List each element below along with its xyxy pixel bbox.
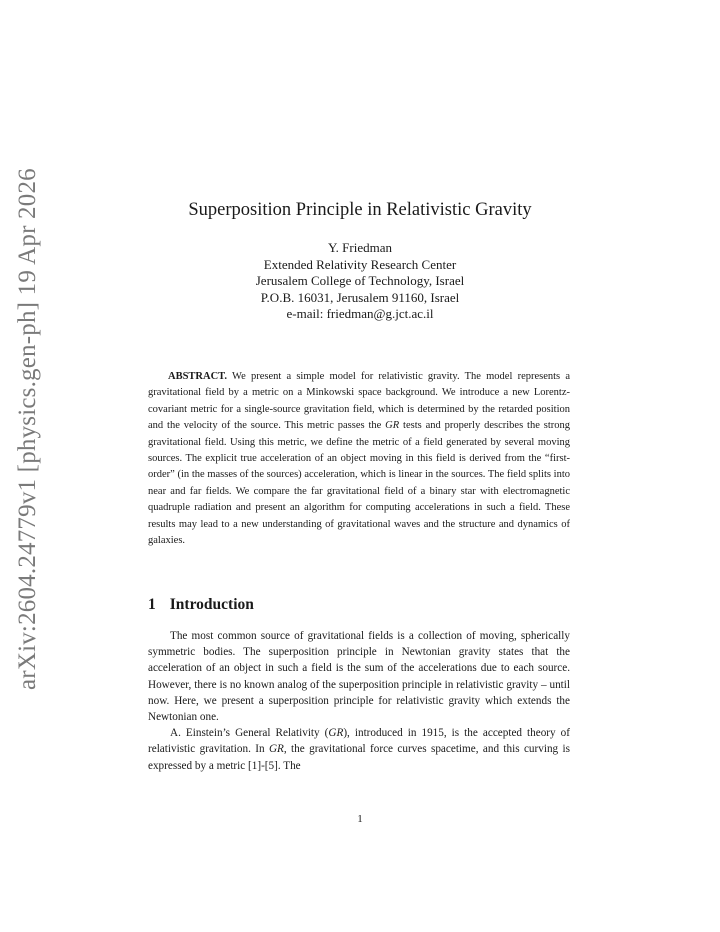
body-text bbox=[148, 628, 570, 774]
section-heading bbox=[148, 596, 254, 614]
author-email: e-mail: friedman@g.jct.ac.il bbox=[286, 306, 434, 321]
author-name: Y. Friedman bbox=[327, 240, 393, 255]
body-paragraph-2-part-a: A. Einstein’s General Relativity ( bbox=[170, 727, 329, 740]
abstract-text-1: We present a simple model for relativistic gravity. The model represents a gravitational field by a metric on a Minkowski space background. We introduce a new Lorentz-covariant metric for a single-source gravitation field, which is determined by the retarded position and the velocity of the source. This metric passes the bbox=[148, 371, 570, 432]
author-affiliation-2: Jerusalem College of Technology, Israel bbox=[255, 273, 465, 288]
section-number: 1 bbox=[148, 596, 156, 613]
author-affiliation-1: Extended Relativity Research Center bbox=[263, 256, 457, 272]
body-paragraph-1: The most common source of gravitational fields is a collection of moving, spherically symmetric bodies. The superposition principle in Newtonian gravity states that the acceleration of an object in such a field is the sum of the accelerations due to each source. However, there is no known analog of the superposition principle in relativistic gravity – until now. Here, we present a superposition principle for relativistic gravity which extends the Newtonian one. bbox=[148, 630, 570, 724]
page-number: 1 bbox=[357, 813, 363, 825]
body-paragraph-2-part-b: ), introduced in 1915, is the accepted theory of relativistic gravitation. In bbox=[148, 727, 570, 756]
author-block bbox=[0, 240, 720, 323]
abstract-label: ABSTRACT. bbox=[168, 371, 228, 382]
abstract-gr-abbrev: GR bbox=[385, 420, 400, 432]
section-title: Introduction bbox=[169, 596, 254, 613]
body-paragraph-2-part-c: , the gravitational force curves spacetime, and this curving is expressed by a metric [1]-[5]. The bbox=[148, 743, 570, 772]
abstract-paragraph bbox=[148, 369, 570, 549]
body-gr-abbrev-1: GR bbox=[328, 727, 344, 740]
body-paragraph-2 bbox=[148, 725, 570, 774]
abstract bbox=[148, 369, 570, 549]
author-address: P.O.B. 16031, Jerusalem 91160, Israel bbox=[260, 289, 460, 305]
arxiv-stamp: arXiv:2604.24779v1 [physics.gen-ph] 19 Apr 2026 bbox=[14, 168, 41, 690]
body-gr-abbrev-2: GR bbox=[268, 743, 284, 756]
abstract-text-2: tests and properly describes the strong gravitational field. Using this metric, we define the metric of a field generated by several moving sources. The explicit true acceleration of an object moving in this field is derived from the “first-order” (in the masses of the sources) acceleration, which is linear in the sources. The field splits into near and far fields. We compare the far gravitational field of a binary star with electromagnetic quadruple radiation and present an algorithm for computing accelerations in such a field. These results may lead to a new understanding of gravitational waves and the structure and dynamics of galaxies. bbox=[148, 420, 570, 547]
paper-title: Superposition Principle in Relativistic Gravity bbox=[188, 200, 532, 220]
